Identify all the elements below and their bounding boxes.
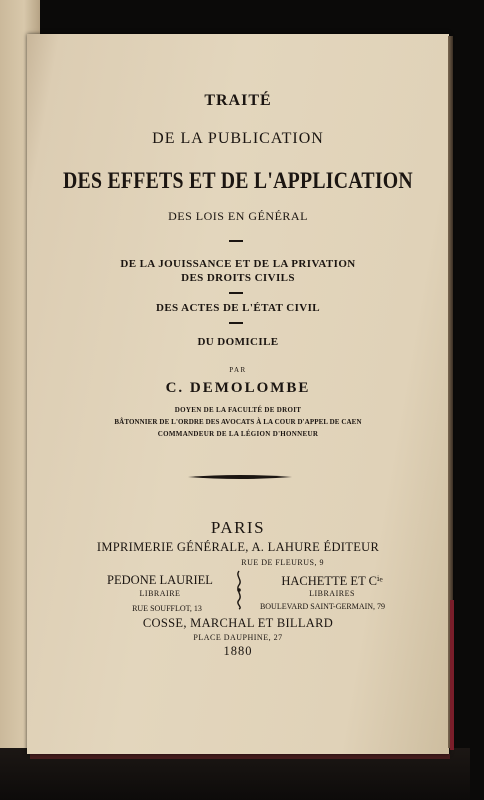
imprint-printer: IMPRIMERIE GÉNÉRALE, A. LAHURE ÉDITEUR [96, 540, 380, 554]
red-page-edge [450, 600, 454, 750]
author-title-batonnier: BÂTONNIER DE L'ORDRE DES AVOCATS À LA COUR D'APPEL DE CAEN [114, 418, 362, 426]
imprint-city: PARIS [210, 518, 266, 537]
imprint-cosse-address: PLACE DAUPHINE, 27 [193, 633, 283, 642]
author-title-dean: DOYEN DE LA FACULTÉ DE DROIT [174, 406, 302, 414]
book-cover-bottom [0, 748, 470, 800]
section-actes: DES ACTES DE L'ÉTAT CIVIL [155, 302, 321, 314]
imprint-year: 1880 [223, 644, 253, 658]
title-lois: DES LOIS EN GÉNÉRAL [168, 209, 308, 223]
author-name: C. DEMOLOMBE [165, 380, 311, 396]
title-traite: TRAITÉ [204, 92, 272, 109]
section-domicile: DU DOMICILE [197, 336, 279, 348]
divider [229, 292, 243, 294]
section-jouissance: DE LA JOUISSANCE ET DE LA PRIVATION [120, 258, 356, 270]
publisher-right-role: LIBRAIRES [309, 589, 355, 598]
publisher-left-role: LIBRAIRE [139, 589, 181, 598]
publisher-left-address: RUE SOUFFLOT, 13 [132, 604, 202, 613]
divider [229, 322, 243, 324]
ornamental-rule [188, 474, 292, 480]
publisher-right-address: BOULEVARD SAINT-GERMAIN, 79 [259, 602, 386, 611]
author-par: PAR [229, 366, 247, 374]
author-title-commandeur: COMMANDEUR DE LA LÉGION D'HONNEUR [157, 430, 319, 438]
title-publication: DE LA PUBLICATION [152, 130, 324, 147]
imprint-cosse: COSSE, MARCHAL ET BILLARD [142, 616, 334, 630]
imprint-printer-address: RUE DE FLEURUS, 9 [241, 558, 324, 567]
publisher-left-name: PEDONE LAURIEL [107, 573, 213, 587]
divider [229, 240, 243, 242]
publisher-right-name: HACHETTE ET Cⁱᵉ [281, 574, 383, 588]
section-droits-civils: DES DROITS CIVILS [181, 272, 295, 284]
brace-ornament [233, 570, 245, 610]
title-effets: DES EFFETS ET DE L'APPLICATION [63, 168, 413, 193]
